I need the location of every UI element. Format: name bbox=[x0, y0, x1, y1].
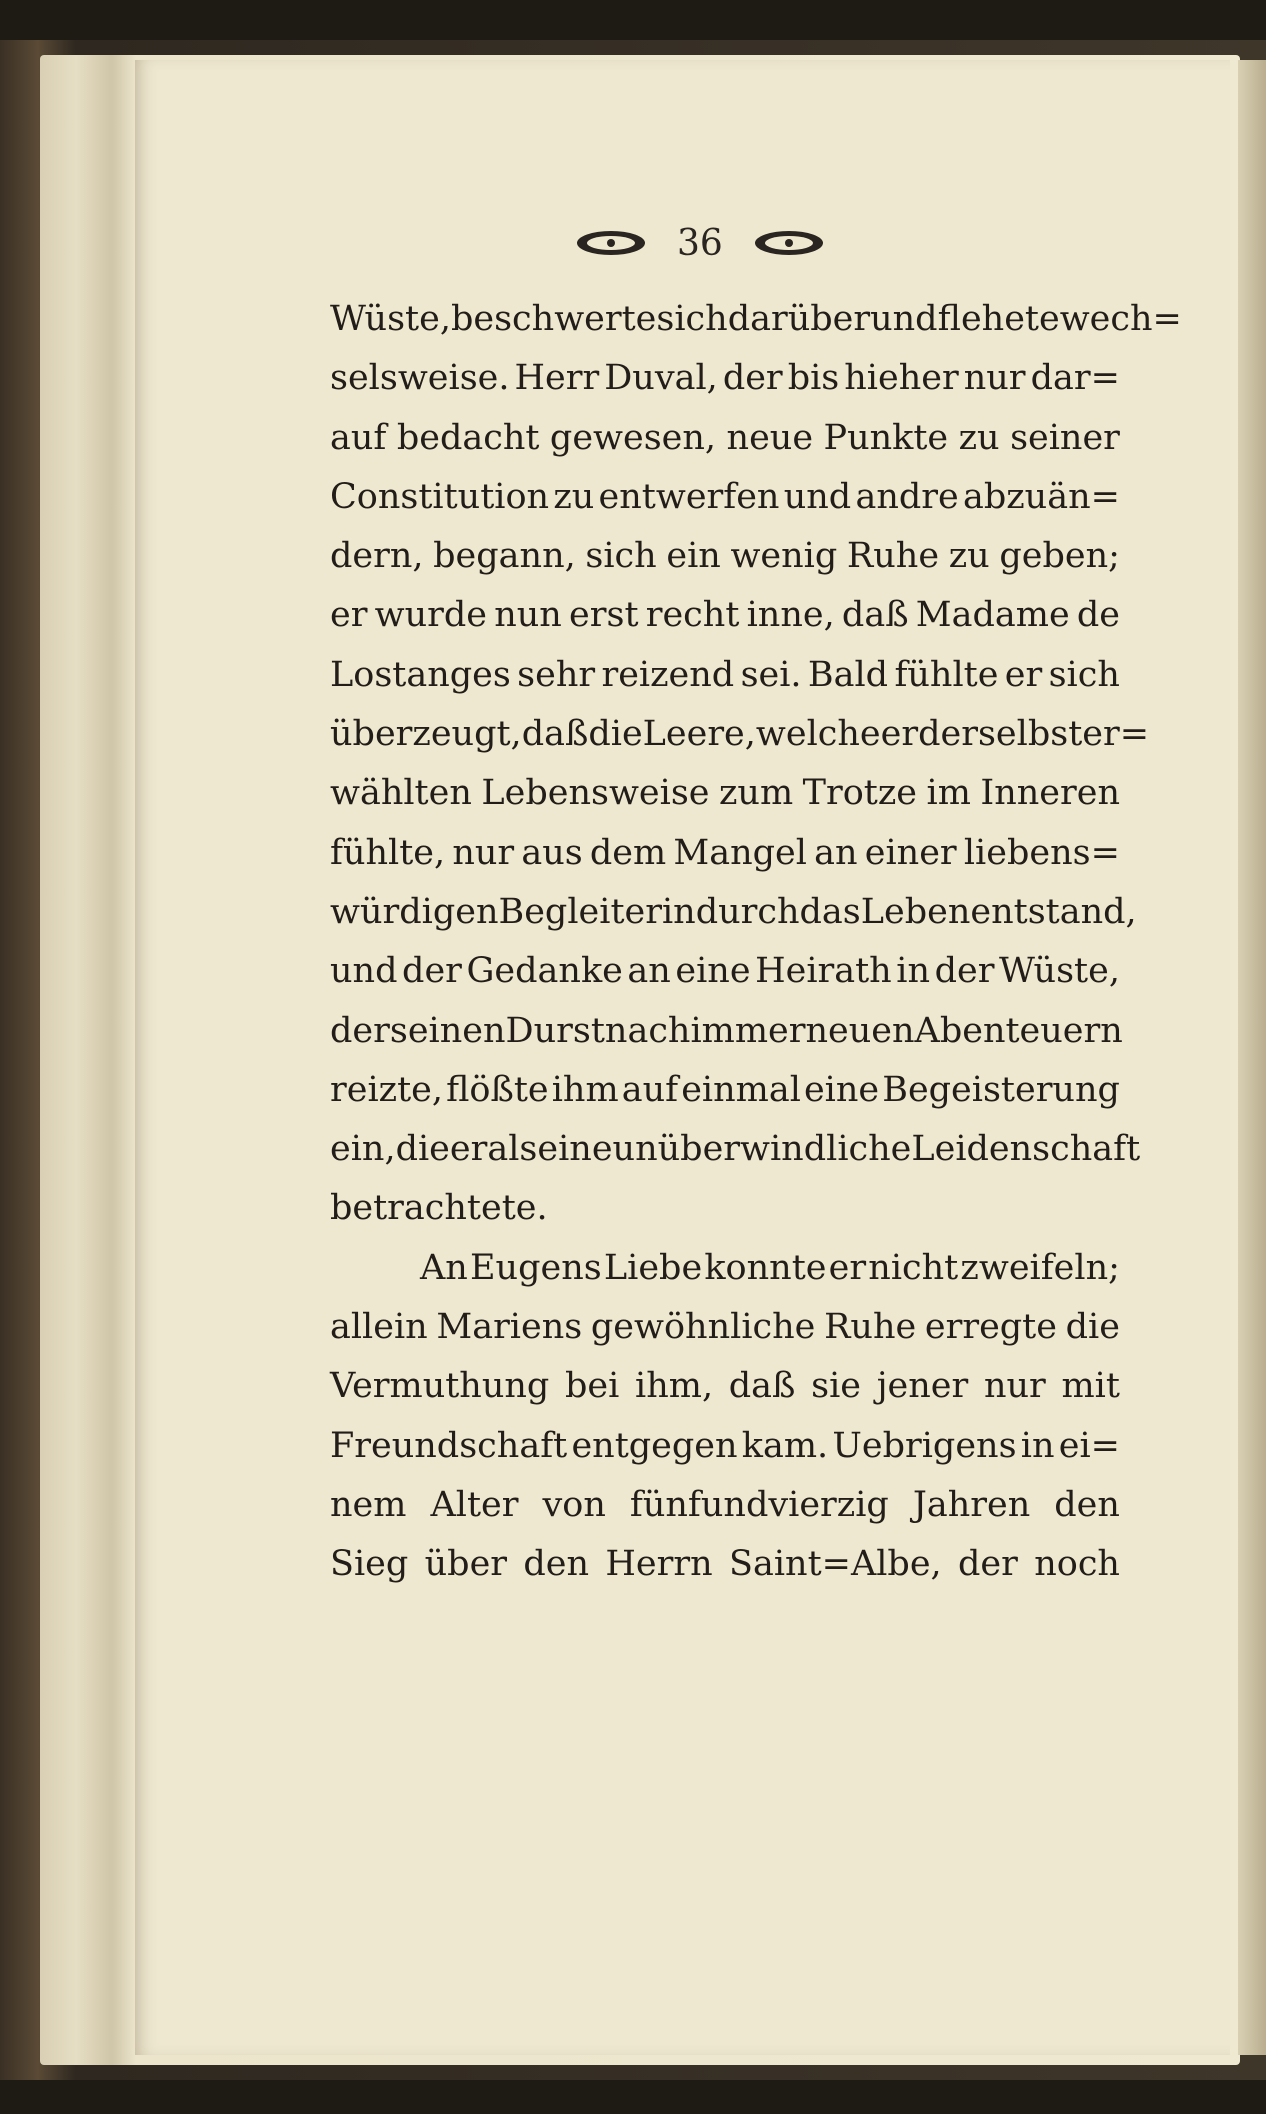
word: als bbox=[487, 1129, 538, 1170]
word: entwerfen bbox=[598, 476, 780, 517]
word: kam. bbox=[741, 1425, 829, 1466]
ornament-left-icon bbox=[575, 229, 647, 257]
word: ihm bbox=[551, 1069, 619, 1110]
word: zweifeln; bbox=[960, 1247, 1120, 1288]
word: sehr bbox=[517, 654, 596, 695]
text-line bbox=[330, 883, 1137, 942]
page-number: 36 bbox=[677, 222, 723, 264]
text-line bbox=[330, 764, 1120, 823]
word: nun bbox=[494, 595, 562, 636]
word: bis bbox=[787, 358, 840, 399]
word: Lebensweise bbox=[481, 773, 710, 814]
word: nach bbox=[604, 1010, 691, 1051]
word: liebens= bbox=[963, 832, 1120, 873]
word: recht bbox=[645, 595, 740, 636]
word: im bbox=[926, 773, 971, 814]
word: daß bbox=[841, 595, 909, 636]
text-line bbox=[330, 1239, 1120, 1298]
text-line bbox=[330, 646, 1120, 705]
text-line bbox=[330, 942, 1120, 1001]
word: ein, bbox=[330, 1129, 396, 1170]
word: Liebe bbox=[603, 1247, 703, 1288]
word: Ruhe bbox=[846, 536, 940, 577]
word: Mariens bbox=[436, 1307, 583, 1348]
word: der bbox=[402, 951, 462, 992]
word: ihm, bbox=[635, 1366, 714, 1407]
word: zu bbox=[553, 476, 595, 517]
word: fühlte bbox=[894, 654, 999, 695]
word: der bbox=[722, 358, 783, 399]
word: erst bbox=[569, 595, 639, 636]
word: ei= bbox=[1058, 1425, 1120, 1466]
word: er bbox=[330, 595, 368, 636]
text-line bbox=[330, 349, 1120, 408]
word: Trotze bbox=[802, 773, 918, 814]
word: Vermuthung bbox=[330, 1366, 550, 1407]
word: Leidenschaft bbox=[911, 1129, 1141, 1170]
text-line bbox=[330, 1179, 1120, 1238]
word: betrachtete. bbox=[330, 1188, 548, 1229]
word: allein bbox=[330, 1307, 428, 1348]
word: er bbox=[828, 1247, 867, 1288]
word: die bbox=[1065, 1307, 1120, 1348]
word: erregte bbox=[924, 1307, 1057, 1348]
word: Begleiterin bbox=[498, 891, 696, 932]
word: der bbox=[934, 951, 995, 992]
word: gewesen, bbox=[549, 417, 717, 458]
word: flößte bbox=[446, 1069, 549, 1110]
word: neue bbox=[726, 417, 814, 458]
text-line bbox=[330, 468, 1120, 527]
word: dem bbox=[589, 832, 667, 873]
text-line bbox=[330, 1357, 1120, 1416]
word: an bbox=[814, 832, 858, 873]
word: Herr bbox=[514, 358, 600, 399]
word: Jahren bbox=[912, 1484, 1031, 1525]
word: zum bbox=[718, 773, 794, 814]
word: den bbox=[523, 1544, 590, 1585]
word: der bbox=[958, 1544, 1018, 1585]
word: begann, bbox=[433, 536, 576, 577]
word: die bbox=[588, 714, 643, 755]
word: würdigen bbox=[330, 891, 499, 932]
text-line bbox=[330, 527, 1120, 586]
word: entstand, bbox=[970, 891, 1137, 932]
text-line bbox=[330, 1120, 1141, 1179]
word: an bbox=[627, 951, 671, 992]
word: nem bbox=[330, 1484, 407, 1525]
word: Uebrigens bbox=[832, 1425, 1017, 1466]
word: jener bbox=[876, 1366, 969, 1407]
word: Durst bbox=[505, 1010, 605, 1051]
word: einmal bbox=[681, 1069, 801, 1110]
word: Punkte bbox=[823, 417, 949, 458]
text-line bbox=[330, 824, 1120, 883]
word: entgegen bbox=[571, 1425, 738, 1466]
word: nicht bbox=[868, 1247, 959, 1288]
word: bei bbox=[565, 1366, 620, 1407]
word: reizend bbox=[601, 654, 735, 695]
word: Saint=Albe, bbox=[728, 1544, 942, 1585]
word: Mangel bbox=[673, 832, 807, 873]
word: eine bbox=[537, 1129, 613, 1170]
word: er bbox=[449, 1129, 488, 1170]
text-line bbox=[330, 1476, 1120, 1535]
ornament-right-icon bbox=[753, 229, 825, 257]
word: seiner bbox=[1010, 417, 1120, 458]
word: er bbox=[880, 714, 919, 755]
word: Wüste, bbox=[998, 951, 1120, 992]
word: welche bbox=[755, 714, 881, 755]
word: auf bbox=[330, 417, 387, 458]
word: in bbox=[896, 951, 931, 992]
word: reizte, bbox=[330, 1069, 443, 1110]
word: und bbox=[870, 299, 938, 339]
text-line bbox=[330, 1535, 1120, 1594]
word: daß bbox=[521, 714, 589, 755]
word: andre bbox=[855, 476, 959, 517]
word: selsweise. bbox=[330, 358, 510, 399]
word: mit bbox=[1061, 1366, 1120, 1407]
word: Bald bbox=[807, 654, 889, 695]
word: bedacht bbox=[396, 417, 540, 458]
word: der bbox=[918, 714, 978, 755]
word: Abenteuern bbox=[914, 1010, 1123, 1051]
word: das bbox=[799, 891, 861, 932]
word: seinen bbox=[389, 1010, 506, 1051]
word: wählten bbox=[330, 773, 472, 814]
word: fünfundvierzig bbox=[629, 1484, 889, 1525]
word: der bbox=[330, 1010, 390, 1051]
word: den bbox=[1054, 1484, 1120, 1525]
word: Constitution bbox=[330, 476, 550, 517]
word: sich bbox=[1048, 654, 1120, 695]
word: nur bbox=[963, 358, 1026, 399]
text-line bbox=[330, 1002, 1123, 1061]
word: Begeisterung bbox=[882, 1069, 1120, 1110]
word: dar= bbox=[1030, 358, 1120, 399]
word: Eugens bbox=[470, 1247, 602, 1288]
word: überzeugt, bbox=[330, 714, 522, 755]
word: unüberwindliche bbox=[612, 1129, 912, 1170]
word: abzuän= bbox=[962, 476, 1120, 517]
word: nur bbox=[452, 832, 515, 873]
word: hieher bbox=[844, 358, 959, 399]
word: sei. bbox=[740, 654, 802, 695]
word: fühlte, bbox=[330, 832, 446, 873]
word: wech= bbox=[1059, 299, 1182, 339]
word: wurde bbox=[374, 595, 488, 636]
word: selbster= bbox=[977, 714, 1150, 755]
word: die bbox=[395, 1129, 450, 1170]
word: in bbox=[1020, 1425, 1055, 1466]
word: zu bbox=[948, 536, 990, 577]
word: Heirath bbox=[755, 951, 892, 992]
text-line bbox=[330, 586, 1120, 645]
word: Inneren bbox=[980, 773, 1120, 814]
word: geben; bbox=[999, 536, 1120, 577]
word: nur bbox=[983, 1366, 1046, 1407]
word: Leben bbox=[860, 891, 971, 932]
word: Freundschaft bbox=[330, 1425, 568, 1466]
word: von bbox=[542, 1484, 606, 1525]
word: gewöhnliche bbox=[590, 1307, 816, 1348]
word: ein bbox=[666, 536, 721, 577]
text-line bbox=[330, 290, 1182, 349]
page-header bbox=[575, 218, 875, 268]
text-line bbox=[330, 1061, 1120, 1120]
word: Madame bbox=[915, 595, 1070, 636]
word: Wüste, bbox=[330, 299, 451, 339]
word: Gedanke bbox=[466, 951, 623, 992]
word: An bbox=[420, 1247, 468, 1288]
word: konnte bbox=[704, 1247, 827, 1288]
word: sich bbox=[585, 536, 657, 577]
word: auf bbox=[621, 1069, 679, 1110]
word: neuen bbox=[805, 1010, 915, 1051]
word: noch bbox=[1034, 1544, 1120, 1585]
body-text bbox=[330, 290, 1182, 1595]
word: beschwerte bbox=[450, 299, 657, 339]
word: zu bbox=[958, 417, 1000, 458]
word: durch bbox=[695, 891, 800, 932]
word: daß bbox=[728, 1366, 796, 1407]
word: über bbox=[424, 1544, 508, 1585]
word: immer bbox=[690, 1010, 806, 1051]
word: sie bbox=[811, 1366, 861, 1407]
word: eine bbox=[675, 951, 751, 992]
word: und bbox=[783, 476, 852, 517]
word: wenig bbox=[730, 536, 838, 577]
text-line bbox=[330, 1417, 1120, 1476]
word: und bbox=[330, 951, 398, 992]
word: flehete bbox=[937, 299, 1060, 339]
word: er bbox=[1004, 654, 1043, 695]
word: sich bbox=[656, 299, 728, 339]
word: Lostanges bbox=[330, 654, 511, 695]
word: darüber bbox=[727, 299, 871, 339]
word: Ruhe bbox=[824, 1307, 917, 1348]
word: de bbox=[1076, 595, 1120, 636]
text-line bbox=[330, 705, 1150, 764]
word: eine bbox=[803, 1069, 880, 1110]
word: Leere, bbox=[642, 714, 756, 755]
word: inne, bbox=[746, 595, 835, 636]
page-edge bbox=[1238, 60, 1266, 2055]
text-line bbox=[330, 409, 1120, 468]
text-line bbox=[330, 1298, 1120, 1357]
word: Sieg bbox=[330, 1544, 409, 1585]
word: aus bbox=[521, 832, 583, 873]
word: Herrn bbox=[605, 1544, 713, 1585]
word: einer bbox=[864, 832, 957, 873]
word: dern, bbox=[330, 536, 424, 577]
word: Alter bbox=[430, 1484, 519, 1525]
word: Duval, bbox=[604, 358, 718, 399]
